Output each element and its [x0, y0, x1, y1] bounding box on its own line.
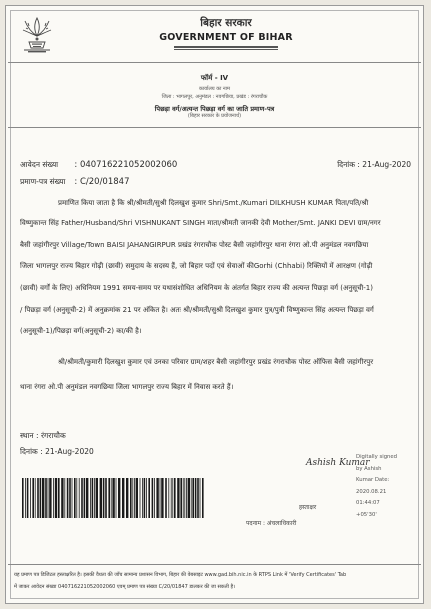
- issue-date-row: [337, 160, 411, 170]
- barcode-bar: [103, 478, 105, 518]
- place-label: स्थान : रंगराचौक: [20, 431, 66, 440]
- district-line: जिला : भागलपुर, अनुमंडल : नवगछिया, प्रखंड : रंगराचौक: [161, 94, 268, 100]
- barcode-bar: [197, 478, 199, 518]
- body-line: जिला भागलपुर राज्य बिहार गोढ़ी (छावी) समुदाय के सदस्य हैं, जो बिहार पदों एवं सेवाओं कीGorhi (Chhabi) रिक्तियों में आरक्षण (गोढ़ी: [20, 262, 373, 270]
- office-name: कार्यालय का नाम: [199, 86, 230, 92]
- barcode: [20, 478, 205, 518]
- footer-line: यह प्रमाण पत्र डिजिटल हस्ताक्षरित है। इसकी वैधता की जाँच सामान्य प्रशासन विभाग, बिहार की वेबसाइट www.gad.bih.nic.in के RTPS Link में 'Verify Certificates' Tab: [14, 572, 347, 578]
- residence-line: श्री/श्रीमती/कुमारी दिलखुश कुमार एवं उनका परिवार ग्राम/शहर बैसी जहांगीरपुर प्रखंड रंगराचौक पोस्ट ऑफिस बैसी जहांगीरपुर: [58, 358, 374, 366]
- barcode-bar: [188, 478, 190, 518]
- barcode-bar: [111, 478, 112, 518]
- barcode-bar: [76, 478, 77, 518]
- barcode-bar: [144, 478, 146, 518]
- barcode-bar: [156, 478, 158, 518]
- signature-label: हस्ताक्षर: [299, 504, 317, 511]
- barcode-bar: [37, 478, 39, 518]
- barcode-bar: [72, 478, 73, 518]
- header-separator: [8, 62, 421, 63]
- barcode-bar: [183, 478, 184, 518]
- certificate-title: पिछड़ा वर्ग/अत्यन्त पिछड़ा वर्ग का जाति प्रमाण-पत्र: [154, 105, 275, 113]
- barcode-bar: [168, 478, 169, 518]
- barcode-bar: [142, 478, 143, 518]
- barcode-bar: [160, 478, 161, 518]
- barcode-bar: [200, 478, 201, 518]
- header-underline: [174, 46, 278, 48]
- barcode-bar: [94, 478, 95, 518]
- place-date-label: दिनांक : 21-Aug-2020: [20, 447, 94, 456]
- barcode-bar: [92, 478, 94, 518]
- barcode-bar: [64, 478, 65, 518]
- barcode-bar: [96, 478, 98, 518]
- barcode-bar: [118, 478, 120, 518]
- barcode-bar: [74, 478, 76, 518]
- barcode-bar: [58, 478, 60, 518]
- issue-date-label: दिनांक :: [337, 160, 360, 169]
- barcode-bar: [152, 478, 154, 518]
- barcode-bar: [30, 478, 31, 518]
- form-number: फॉर्म - IV: [200, 74, 229, 82]
- body-line: (छावी) वर्गों के लिए) अधिनियम 1991 समय-समय पर यथासंशोधित अधिनियम के अंतर्गत बिहार राज्य की अत्यन्त पिछड़ा वर्ग (अनुसूची-1): [20, 284, 373, 292]
- barcode-bar: [191, 478, 192, 518]
- barcode-bar: [130, 478, 132, 518]
- footer-separator: [8, 564, 421, 565]
- barcode-bar: [100, 478, 102, 518]
- signature-name: Ashish Kumar: [306, 458, 370, 468]
- barcode-bar: [184, 478, 185, 518]
- barcode-bar: [84, 478, 86, 518]
- header-english-title: GOVERNMENT OF BIHAR: [159, 32, 293, 43]
- barcode-bar: [81, 478, 83, 518]
- barcode-bar: [116, 478, 117, 518]
- barcode-bar: [67, 478, 69, 518]
- barcode-bar: [148, 478, 150, 518]
- certificate-subtitle: (बिहार सरकार के प्रयोजनार्थ): [187, 113, 242, 119]
- body-line: प्रमाणित किया जाता है कि श्री/श्रीमती/सुश्री दिलखुश कुमार Shri/Smt./Kumari DILKHUSH KUMAR पिता/पति/श्री: [58, 199, 369, 207]
- barcode-bar: [90, 478, 91, 518]
- barcode-bar: [53, 478, 54, 518]
- barcode-bar: [172, 478, 173, 518]
- barcode-bar: [45, 478, 47, 518]
- barcode-bar: [177, 478, 179, 518]
- bihar-emblem-icon: [18, 14, 56, 54]
- digital-signature-text: Digitally signed by Ashish Kumar Date: 2020.08.21 01:44:07 +05'30': [356, 454, 398, 518]
- barcode-bar: [25, 478, 26, 518]
- body-line: विष्णुकान्त सिंह Father/Husband/Shri VISHNUKANT SINGH माता/श्रीमती जानकी देवी Mother/Smt. JANKI DEVI ग्राम/नगर: [20, 219, 381, 227]
- header-underline-secondary: [174, 49, 278, 50]
- barcode-bar: [48, 478, 49, 518]
- barcode-bar: [79, 478, 80, 518]
- barcode-bar: [126, 478, 128, 518]
- barcode-bar: [49, 478, 51, 518]
- barcode-bar: [180, 478, 182, 518]
- barcode-bar: [195, 478, 197, 518]
- barcode-bar: [161, 478, 163, 518]
- footer-line: में जाकर आवेदन संख्या 04071622105200​2060 एवम् प्रमाण पत्र संख्या C/20/01847 डालकर की जा सकती है।: [14, 584, 236, 590]
- barcode-bar: [202, 478, 204, 518]
- barcode-bar: [27, 478, 29, 518]
- certificate-page: [5, 5, 424, 604]
- application-number-row: [20, 160, 177, 170]
- barcode-bar: [174, 478, 176, 518]
- barcode-bar: [134, 478, 135, 518]
- barcode-bar: [165, 478, 167, 518]
- body-line: / पिछड़ा वर्ग (अनुसूची-2) में अनुक्रमांक 21 पर अंकित है। अतः श्री/श्रीमती/सुश्री दिलखुश कुमार पुत्र/पुत्री विष्णुकान्त सिंह अत्यन्त पिछड़ा वर्ग: [20, 306, 374, 314]
- residence-line: थाना रंगरा ओ.पी अनुमंडल नवगछिया जिला भागलपुर राज्य बिहार में निवास करते हैं।: [20, 383, 234, 391]
- barcode-bar: [171, 478, 172, 518]
- certificate-number-row: [20, 177, 129, 187]
- barcode-bar: [108, 478, 110, 518]
- barcode-bar: [55, 478, 57, 518]
- designation-label: पदनाम : अंचलाधिकारी: [246, 520, 297, 527]
- application-number-value: : 04071622105200​2060: [74, 160, 178, 170]
- certificate-number-value: : C/20/01847: [74, 177, 130, 187]
- barcode-bar: [140, 478, 141, 518]
- issue-date-value: 21-Aug-2020: [362, 160, 411, 169]
- barcode-bar: [69, 478, 71, 518]
- barcode-bar: [192, 478, 194, 518]
- barcode-bar: [61, 478, 63, 518]
- barcode-bar: [154, 478, 155, 518]
- barcode-bar: [32, 478, 34, 518]
- barcode-bar: [22, 478, 24, 518]
- title-separator: [8, 127, 421, 128]
- barcode-bar: [122, 478, 124, 518]
- barcode-bar: [105, 478, 107, 518]
- barcode-bar: [146, 478, 147, 518]
- body-line: (अनुसूची-1)/पिछड़ा वर्ग(अनुसूची-2) का/की है।: [20, 327, 142, 335]
- application-number-label: आवेदन संख्या: [20, 160, 59, 169]
- barcode-bar: [136, 478, 138, 518]
- barcode-bar: [186, 478, 187, 518]
- body-line: बैसी जहांगीरपुर Village/Town BAISI JAHANGIRPUR प्रखंड रंगराचौक पोस्ट बैसी जहांगीरपुर थाना रंगरा ओ.पी अनुमंडल नवगछिया: [20, 241, 369, 249]
- barcode-bar: [112, 478, 114, 518]
- header-hindi-title: बिहार सरकार: [200, 17, 252, 29]
- barcode-bar: [35, 478, 36, 518]
- certificate-number-label: प्रमाण-पत्र संख्या: [20, 177, 66, 186]
- barcode-bar: [86, 478, 88, 518]
- barcode-bar: [42, 478, 44, 518]
- barcode-bar: [132, 478, 133, 518]
- barcode-bar: [40, 478, 42, 518]
